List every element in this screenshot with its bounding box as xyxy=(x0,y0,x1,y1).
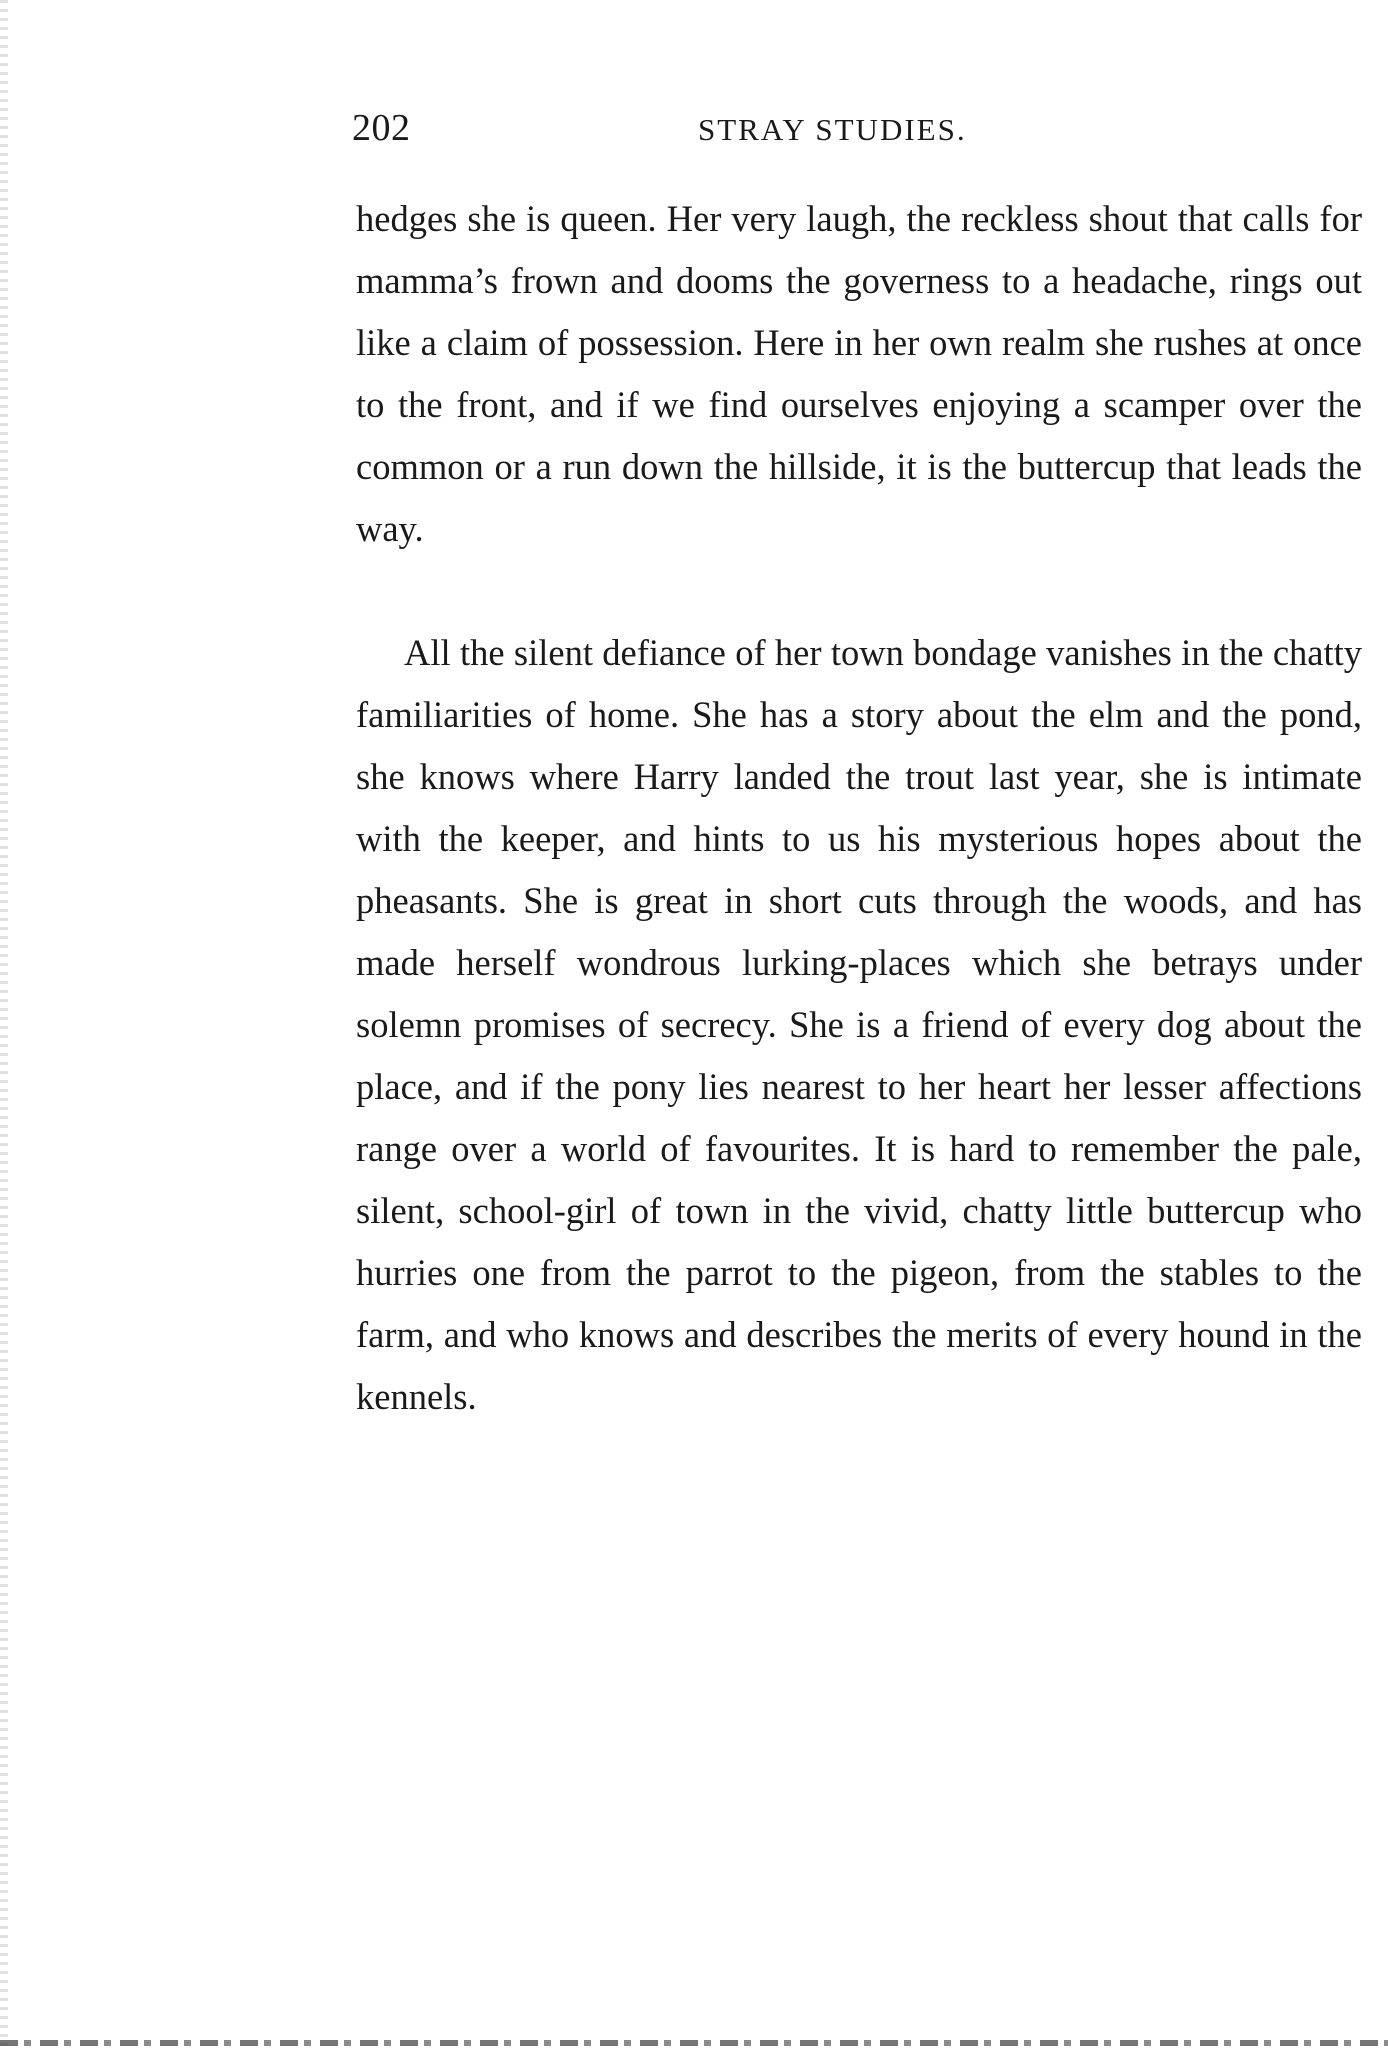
page-number: 202 xyxy=(352,107,411,149)
running-title: STRAY STUDIES. xyxy=(698,112,967,147)
paragraph-2: All the silent defiance of her town bondage vanishes in the chatty familiarities of home. She has a story about the elm and the pond, she knows where Harry landed the trout last year, she is intimate with the keeper, and hints to us his mysterious hopes about the pheasants. She is great in short cuts through the woods, and has made herself wondrous lurking-places which she betrays under solemn promises of secrecy. She is a friend of every dog about the place, and if the pony lies nearest to her heart her lesser affections range over a world of favourites. It is hard to remember the pale, silent, school-girl of town in the vivid, chatty little buttercup who hurries one from the parrot to the pigeon, from the stables to the farm, and who knows and describes the merits of every hound in the kennels. xyxy=(356,632,1362,1417)
body-text xyxy=(356,188,1362,1428)
page-left-edge xyxy=(0,0,8,2050)
page-header xyxy=(352,100,1366,160)
page-bottom-edge xyxy=(0,2040,1388,2046)
paragraph-1: hedges she is queen. Her very laugh, the reckless shout that calls for mamma’s frown and dooms the governess to a headache, rings out like a claim of possession. Here in her own realm she rushes at once to the front, and if we find ourselves enjoying a scamper over the common or a run down the hillside, it is the buttercup that leads the way. xyxy=(356,198,1362,549)
